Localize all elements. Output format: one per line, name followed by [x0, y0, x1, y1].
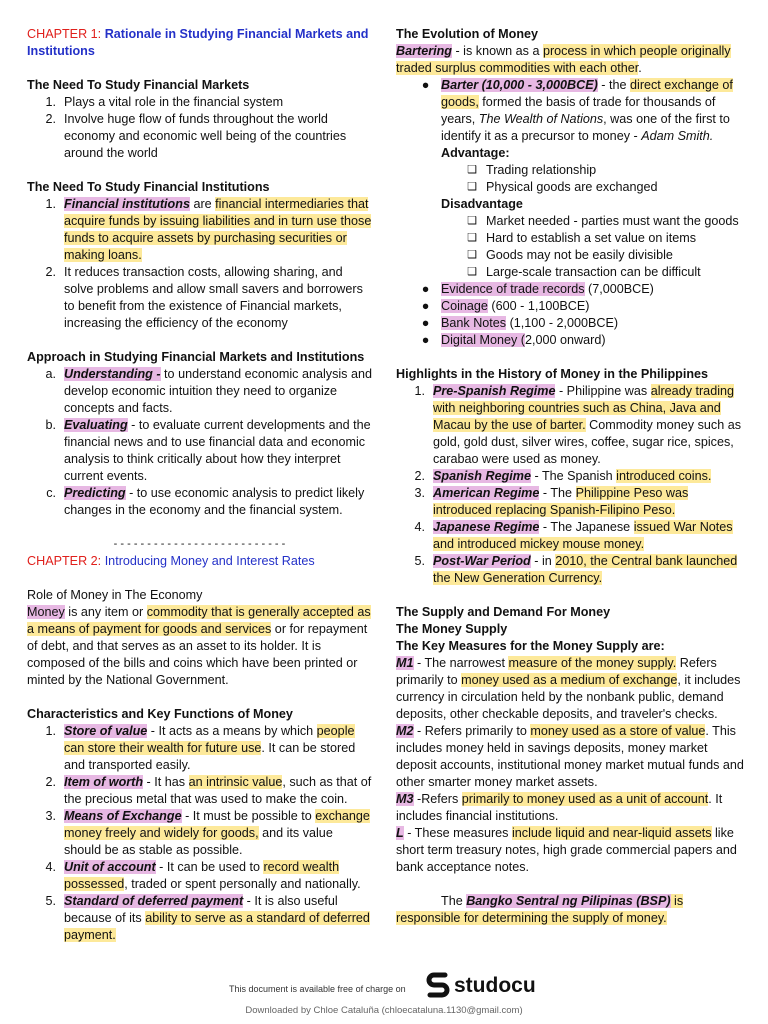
bsp-paragraph: The Bangko Sentral ng Pilipinas (BSP) is responsible for determining the supply of money. — [396, 894, 684, 925]
list-item: ❑ Large-scale transaction can be difficult — [396, 264, 746, 281]
list-item: 2. Involve huge flow of funds throughout the world economy and economic well being of the countries around the world — [27, 111, 372, 162]
m1-paragraph: M1 - The narrowest measure of the money supply. Refers primarily to money used as a medium of exchange, it includes currency in circulation held by the nonbank public, demand deposits, other checkable deposits, and traveler's checks. — [396, 656, 741, 721]
list-item: ❑ Goods may not be easily divisible — [396, 247, 746, 264]
chapter2-label: CHAPTER 2: — [27, 554, 102, 568]
m3-paragraph: M3 -Refers primarily to money used as a unit of account. It includes financial institutions. — [396, 792, 723, 823]
chapter1-heading — [27, 26, 372, 60]
money-definition: Money is any item or commodity that is generally accepted as a means of payment for goods and services or for repayment of debt, and that serves as an asset to its holder. It is composed of the bills and coins which have been printed or minted by the National Government. — [27, 605, 371, 687]
studocu-brand: studocu — [454, 973, 536, 997]
list-item: 2. Item of worth - It has an intrinsic value, such as that of the precious metal that was used to make the coin. — [45, 775, 372, 806]
term: Japanese Regime — [433, 520, 540, 534]
studocu-logo[interactable] — [425, 970, 536, 1000]
right-column — [396, 26, 746, 927]
list-item: 1. Financial institutions are financial intermediaries that acquire funds by issuing liabilities and in turn use those funds to acquire assets by purchasing securities or making loans. — [45, 197, 372, 262]
chapter1-title: Rationale in Studying Financial Markets and Institutions — [27, 27, 369, 58]
list-item: ● Coinage (600 - 1,100BCE) — [421, 299, 590, 313]
term: Unit of account — [64, 860, 156, 874]
term: Post-War Period — [433, 554, 531, 568]
term: Pre-Spanish Regime — [433, 384, 556, 398]
highlight: financial intermediaries that acquire funds by issuing liabilities and in turn use those funds to acquire assets by purchasing securities or making loans. — [64, 197, 372, 262]
divider: - - - - - - - - - - - - - - - - - - - - - - - - - - — [113, 538, 286, 550]
list-item: b. Evaluating - to evaluate current developments and the financial news and to use financial data and economic analysis to think critically about how they interpret current events. — [45, 418, 371, 483]
list-item: 3. Means of Exchange - It must be possible to exchange money freely and widely for goods, and its value should be as stable as possible. — [45, 809, 370, 857]
checkbox-bullet-icon: ❑ — [467, 215, 477, 227]
characteristics-heading: Characteristics and Key Functions of Money — [27, 707, 293, 721]
list-item: ❑ Trading relationship — [396, 162, 746, 179]
list-item: 1. Pre-Spanish Regime - Philippine was already trading with neighboring countries such as China, Java and Macau by the use of barter. Commodity money such as gold, gold dust, silver wires, coffee, sugar rice, spices, carabao were used as money. — [414, 384, 742, 466]
term: Evaluating — [64, 418, 128, 432]
list-item: 4. Japanese Regime - The Japanese issued War Notes and introduced mickey mouse money. — [414, 520, 733, 551]
philippines-heading: Highlights in the History of Money in the Philippines — [396, 367, 709, 381]
left-column — [27, 26, 372, 944]
checkbox-bullet-icon: ❑ — [467, 266, 477, 278]
term: Item of worth — [64, 775, 144, 789]
key-measures-heading: The Key Measures for the Money Supply are: — [396, 639, 665, 653]
need-markets-heading: The Need To Study Financial Markets — [27, 78, 250, 92]
checkbox-bullet-icon: ❑ — [467, 164, 477, 176]
list-item: a. Understanding - to understand economic analysis and develop economic intuition they need to organize concepts and facts. — [45, 367, 372, 415]
l-paragraph: L - These measures include liquid and near-liquid assets like short term treasury notes, high grade commercial papers and bank acceptance notes. — [396, 826, 737, 874]
term: Means of Exchange — [64, 809, 182, 823]
money-supply-heading: The Money Supply — [396, 622, 508, 636]
checkbox-bullet-icon: ❑ — [467, 249, 477, 261]
list-item: ● Evidence of trade records (7,000BCE) — [421, 282, 654, 296]
list-item-text: Plays a vital role in the financial system — [64, 95, 284, 109]
term: Barter (10,000 - 3,000BCE) — [441, 78, 598, 92]
checkbox-bullet-icon: ❑ — [467, 232, 477, 244]
supply-demand-heading: The Supply and Demand For Money — [396, 605, 611, 619]
list-item: 2. It reduces transaction costs, allowing sharing, and solve problems and allow small savers and borrowers to benefit from the existence of Financial markets, increasing the efficiency of the economy — [27, 264, 372, 332]
role-heading: Role of Money in The Economy — [27, 588, 203, 602]
term: Predicting — [64, 486, 126, 500]
list-item-text: Involve huge flow of funds throughout the world economy and economic well being of the countries around the world — [64, 112, 347, 160]
term: Standard of deferred payment — [64, 894, 244, 908]
download-attribution: Downloaded by Chloe Cataluña (chloecataluna.1130@gmail.com) — [245, 1005, 523, 1016]
list-item: ● Bank Notes (1,100 - 2,000BCE) — [421, 316, 619, 330]
checkbox-bullet-icon: ❑ — [467, 181, 477, 193]
term: Financial institutions — [64, 197, 190, 211]
list-item: ❑ Hard to establish a set value on items — [396, 230, 746, 247]
list-item: 1. Plays a vital role in the financial system — [27, 94, 372, 111]
advantage-label: Advantage: — [441, 146, 510, 160]
list-item: ● Digital Money (2,000 onward) — [421, 333, 606, 347]
term: American Regime — [433, 486, 540, 500]
list-item-text: It reduces transaction costs, allowing sharing, and solve problems and allow small savers and borrowers to benefit from the existence of Financial markets, increasing the efficiency of the economy — [64, 265, 363, 330]
list-item: 3. American Regime - The Philippine Peso was introduced replacing Spanish-Filipino Peso. — [414, 486, 689, 517]
chapter2-title: Introducing Money and Interest Rates — [104, 554, 315, 568]
approach-heading: Approach in Studying Financial Markets and Institutions — [27, 350, 365, 364]
list-item: 4. Unit of account - It can be used to record wealth possessed, traded or spent personally and nationally. — [45, 860, 361, 891]
list-item: 5. Post-War Period - in 2010, the Central bank launched the New Generation Currency. — [414, 554, 738, 585]
disadvantage-label: Disadvantage — [441, 197, 523, 211]
list-item: ❑ Market needed - parties must want the goods — [396, 213, 746, 230]
list-item: c. Predicting - to use economic analysis to predict likely changes in the economy and the financial system. — [46, 486, 365, 517]
term: Store of value — [64, 724, 148, 738]
footer — [0, 970, 768, 1024]
studocu-logo-icon — [425, 971, 451, 999]
term: Spanish Regime — [433, 469, 531, 483]
need-institutions-heading: The Need To Study Financial Institutions — [27, 180, 270, 194]
list-item: 2. Spanish Regime - The Spanish introduced coins. — [414, 469, 712, 483]
list-item: ❑ Physical goods are exchanged — [396, 179, 746, 196]
term: Understanding — [64, 367, 157, 381]
list-item: 5. Standard of deferred payment - It is also useful because of its ability to serve as a standard of deferred payment. — [45, 894, 370, 942]
availability-note: This document is available free of charge on — [229, 984, 406, 994]
bartering-definition: Bartering - is known as a process in which people originally traded surplus commodities with each other. — [396, 44, 731, 75]
chapter2-heading — [27, 553, 372, 570]
list-item: ● Barter (10,000 - 3,000BCE) - the direct exchange of goods, formed the basis of trade for thousands of years, The Wealth of Nations, was one of the first to identify it as a precursor to money - Adam Smith. — [421, 78, 733, 143]
chapter1-label: CHAPTER 1: — [27, 27, 102, 41]
m2-paragraph: M2 - Refers primarily to money used as a store of value. This includes money held in savings deposits, money market deposit accounts, institutional money market mutual funds and other smarter money market assets. — [396, 724, 744, 789]
evolution-heading: The Evolution of Money — [396, 27, 539, 41]
list-item: 1. Store of value - It acts as a means by which people can store their wealth for future use. It can be stored and transported easily. — [45, 724, 356, 772]
